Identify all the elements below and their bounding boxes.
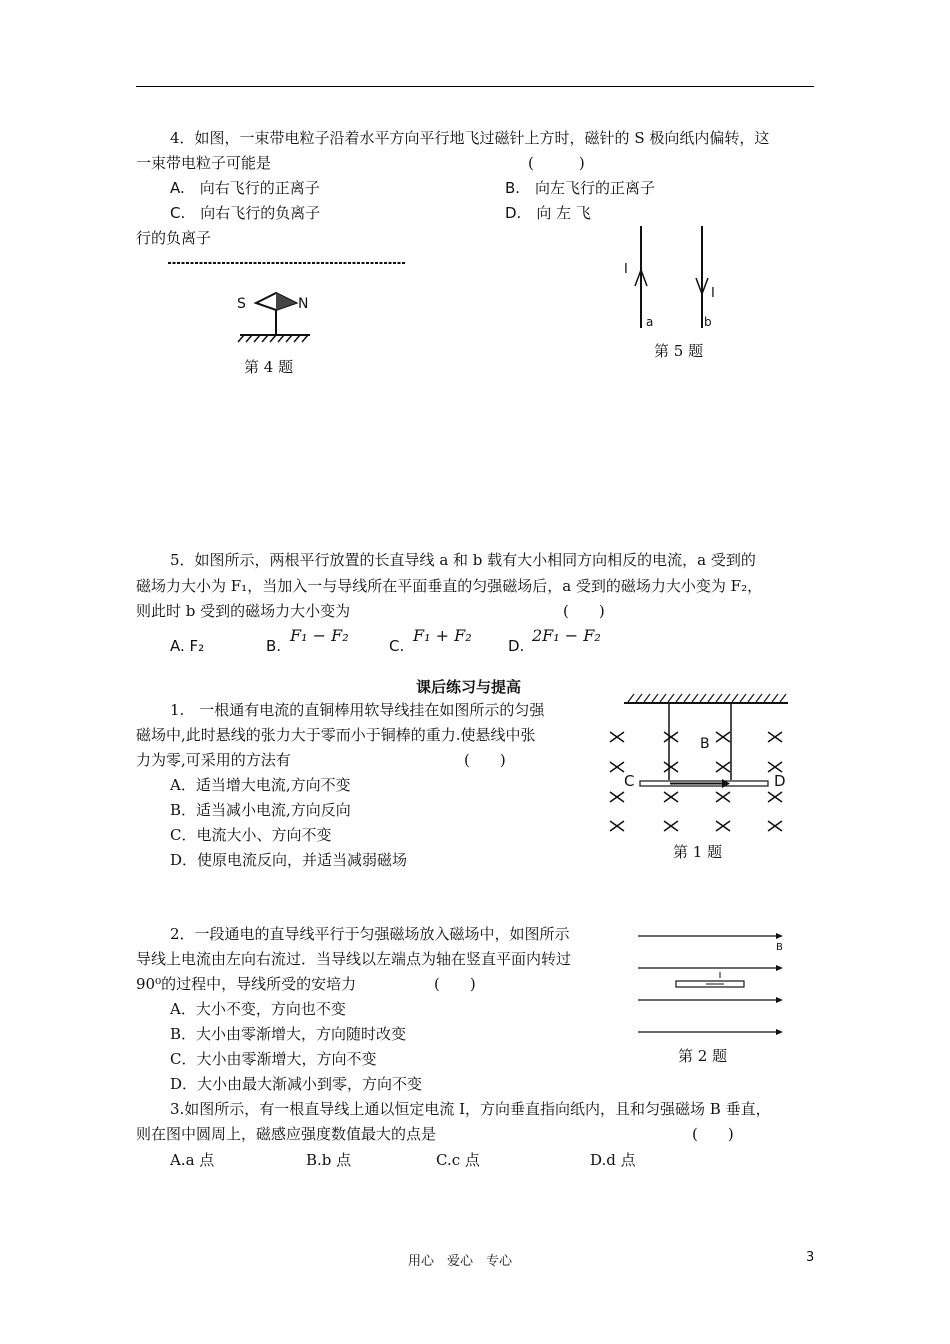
figure-5-wires (620, 224, 730, 334)
p2-line2: 导线上电流由左向右流过．当导线以左端点为轴在竖直平面内转过 (136, 950, 572, 968)
q5-option-d-label: D. (508, 637, 525, 655)
section-title: 课后练习与提高 (416, 678, 522, 696)
p1-option-b: B．适当减小电流,方向反向 (170, 801, 351, 819)
p2-fig-caption: 第 2 题 (678, 1047, 728, 1065)
p3-line2: 则在图中圆周上，磁感应强度数值最大的点是 (136, 1125, 437, 1143)
header-rule (136, 86, 814, 87)
q5-line2: 磁场力大小为 F₁，当加入一与导线所在平面垂直的匀强磁场后，a 受到的磁场力大小变为 F₂， (136, 577, 763, 595)
fig5-label-i-right: I (711, 286, 715, 301)
fig5-caption: 第 5 题 (654, 342, 704, 360)
q4-paren: ( ) (528, 154, 585, 172)
q5-line1: 5．如图所示，两根平行放置的长直导线 a 和 b 载有大小相同方向相反的电流，a 受到的 (170, 551, 756, 569)
footer-motto: 用心 爱心 专心 (408, 1254, 513, 1269)
q5-line3: 则此时 b 受到的磁场力大小变为 (136, 602, 351, 620)
q4-option-c: C. 向右飞行的负离子 (170, 204, 321, 222)
p3-line1: 3.如图所示，有一根直导线上通以恒定电流 I，方向垂直指向纸内，且和匀强磁场 B 垂直， (170, 1100, 771, 1118)
fig5-label-i-left: I (624, 262, 628, 277)
q4-option-a: A. 向右飞行的正离子 (170, 179, 320, 197)
p2-fig-label-b: B (776, 942, 783, 953)
p1-option-c: C．电流大小、方向不变 (170, 826, 332, 844)
p2-line3: 90⁰的过程中，导线所受的安培力 (136, 975, 357, 993)
p1-option-d: D．使原电流反向，并适当减弱磁场 (170, 851, 408, 869)
p1-line1: 1. 一根通有电流的直铜棒用软导线挂在如图所示的匀强 (170, 701, 545, 719)
q5-option-c-label: C. (389, 637, 405, 655)
p2-option-a: A．大小不变，方向也不变 (170, 1000, 346, 1018)
p1-line2: 磁场中,此时悬线的张力大于零而小于铜棒的重力.使悬线中张 (136, 726, 536, 744)
figure-4-compass (160, 255, 420, 345)
p1-fig-label-b: B (700, 736, 710, 752)
p3-option-a: A.a 点 (170, 1151, 215, 1169)
figure-p2-field-lines (636, 928, 796, 1038)
q5-option-b-expr: F₁ − F₂ (290, 626, 349, 645)
q4-line1: 4．如图，一束带电粒子沿着水平方向平行地飞过磁针上方时，磁针的 S 极向纸内偏转，这 (170, 129, 770, 147)
p1-fig-label-c: C (624, 772, 635, 790)
q5-option-b-label: B. (266, 637, 282, 655)
q5-option-c-expr: F₁ + F₂ (413, 626, 472, 645)
p3-option-d: D.d 点 (590, 1151, 636, 1169)
q4-line2: 一束带电粒子可能是 (136, 154, 272, 172)
p2-option-b: B．大小由零渐增大，方向随时改变 (170, 1025, 407, 1043)
q5-option-d-expr: 2F₁ − F₂ (532, 626, 601, 645)
q5-paren: ( ) (563, 602, 605, 620)
q4-option-b: B. 向左飞行的正离子 (505, 179, 656, 197)
p3-option-b: B.b 点 (306, 1151, 352, 1169)
fig5-label-b: b (704, 315, 712, 329)
fig4-caption: 第 4 题 (244, 358, 294, 376)
p2-option-d: D．大小由最大渐减小到零，方向不变 (170, 1075, 423, 1093)
p3-paren: ( ) (692, 1125, 734, 1143)
p1-fig-caption: 第 1 题 (673, 843, 723, 861)
p2-option-c: C．大小由零渐增大，方向不变 (170, 1050, 377, 1068)
p2-line1: 2．一段通电的直导线平行于匀强磁场放入磁场中，如图所示 (170, 925, 570, 943)
q5-option-a: A. F₂ (170, 637, 205, 655)
p3-option-c: C.c 点 (436, 1151, 480, 1169)
q4-option-d: D. 向 左 飞 (505, 204, 591, 222)
p1-paren: ( ) (464, 751, 506, 769)
fig5-label-a: a (646, 315, 654, 329)
p1-option-a: A．适当增大电流,方向不变 (170, 776, 351, 794)
fig4-label-n: N (298, 296, 309, 312)
p1-fig-label-d: D (774, 772, 786, 790)
fig4-label-s: S (237, 296, 246, 312)
q4-option-d-cont: 行的负离子 (136, 229, 212, 247)
p2-paren: ( ) (434, 975, 476, 993)
p1-line3: 力为零,可采用的方法有 (136, 751, 291, 769)
page-number: 3 (806, 1250, 815, 1265)
figure-p1-rod-in-field (600, 690, 800, 840)
